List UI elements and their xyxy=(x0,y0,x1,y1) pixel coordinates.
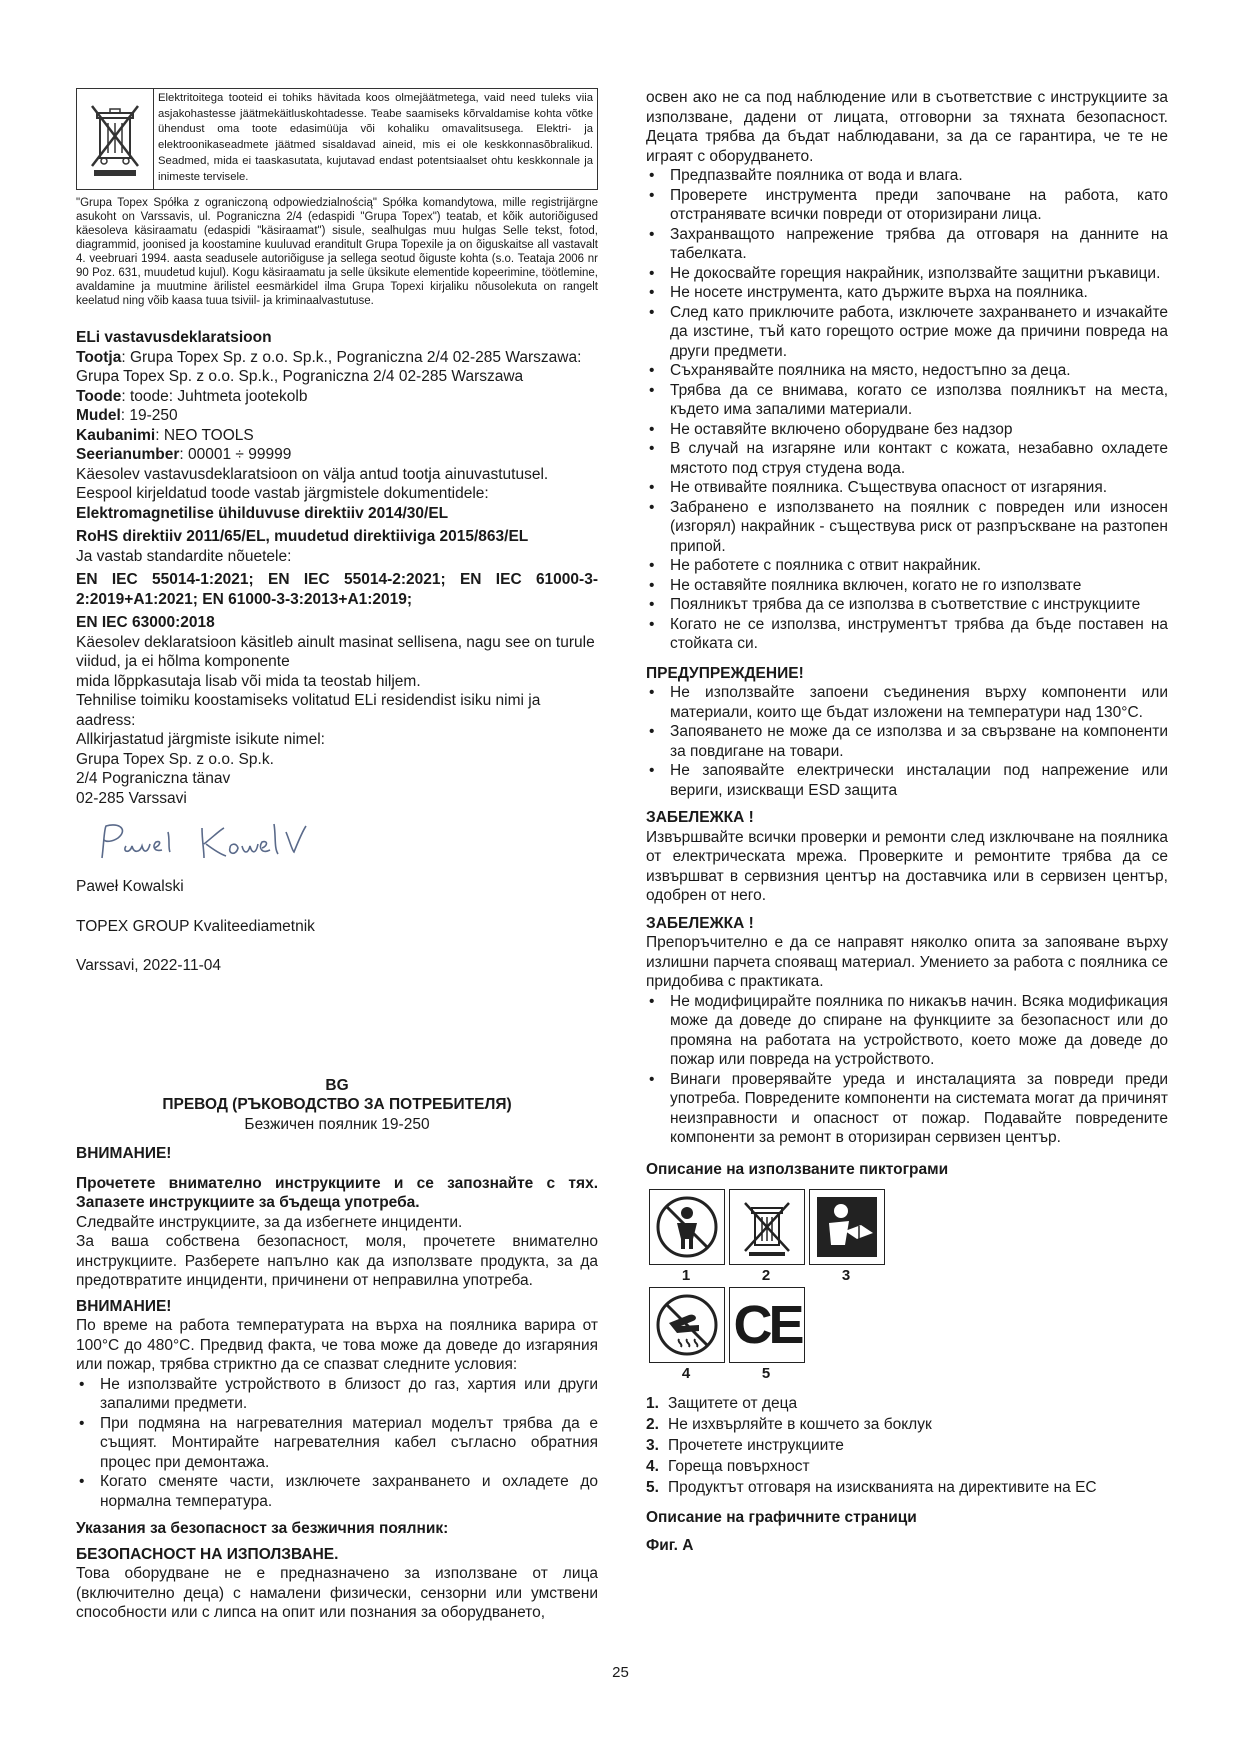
note-heading-2: ЗАБЕЛЕЖКА ! xyxy=(646,914,754,932)
signature-image xyxy=(96,818,598,871)
manufacturer-line: Tootja: Grupa Topex Sp. z o.o. Sp.k., Pograniczna 2/4 02-285 Warszawa: Grupa Topex Sp. z o.o. Sp.k., Pograniczna 2/4 02-285 Warszawa xyxy=(76,348,582,385)
use-paragraph: Това оборудване не е предназначено за използване от лица (включително деца) с намалени физически, сензорни или умствени способности или с липса на опит или познания за оборудването, xyxy=(76,1565,598,1621)
read-instructions: Прочетете внимателно инструкциите и се запознайте с тях. Запазете инструкциите за бъдеща употреба. xyxy=(76,1174,598,1211)
conditions-list xyxy=(76,1375,598,1512)
keep-away-children-icon xyxy=(649,1189,725,1265)
list-item: • Не носете инструмента, като държите върха на поялника. xyxy=(646,283,1168,303)
pictogram-number: 2 xyxy=(761,1267,771,1284)
list-item: • Забранено е използването на поялник с повреден или износен (изгорял) накрайник - съществува риск от разпръскване на разтопен припой. xyxy=(646,498,1168,557)
list-item: • В случай на изгаряне или контакт с кожата, незабавно охладете мястото под струя студена вода. xyxy=(646,439,1168,478)
list-item: 3. Прочетете инструкциите xyxy=(646,1437,844,1454)
weee-text: Elektritoitega tooteid ei tohiks hävitada koos olmejäätmetega, vaid need tuleks viia asjakohastesse jäätmekäitluskohtadesse. Teabe saamiseks kõrvaldamise kohta võtke ühendust oma toote edasimüüja või kohaliku omavalitsusega. Elektri- ja elektroonikaseadmete jäätmed sisaldavad aineid, mis ei ole keskkonnasõbralikud. Seadmed, mida ei taaskasutata, kujutavad endast potentsiaalset ohtu keskkonnale ja inimeste tervisele. xyxy=(158,92,593,183)
list-item: 2. Не изхвърляйте в кошчето за боклук xyxy=(646,1416,932,1433)
pictograms-heading: Описание на използваните пиктограми xyxy=(646,1160,949,1178)
list-item: 1. Защитете от деца xyxy=(646,1395,798,1412)
rohs-directive: RoHS direktiiv 2011/65/EL, muudetud direktiiviga 2015/863/EL xyxy=(76,528,529,545)
list-item: • Проверете инструмента преди започване на работа, като отстранявате всички повреди от оторизирани лица. xyxy=(646,186,1168,225)
list-item: • Когато не се използва, инструментът трябва да бъде поставен на стойката си. xyxy=(646,615,1168,654)
note-text-1: Извършвайте всички проверки и ремонти след изключване на поялника от електрическата мрежа. Проверките и ремонтите трябва да се извършват в сервизния център на доставчика или в сервизен център, одобрен от него. xyxy=(646,828,1168,904)
model-line: Mudel: 19-250 xyxy=(76,407,178,424)
right-column xyxy=(646,88,1168,1555)
scope-text-1: Käesolev deklaratsioon käsitleb ainult masinat sellisena, nagu see on turule viidud, ja ei hõlma komponente xyxy=(76,633,595,670)
list-item: • Не модифицирайте поялника по никакъв начин. Всяка модификация може да доведе до спиране на функциите за безопасност или до промяна на работата на устройството, което може да доведе до пожар или повреда на устройството. xyxy=(646,992,1168,1070)
pictogram-grid xyxy=(646,1189,1168,1385)
graphic-pages-heading: Описание на графичните страници xyxy=(646,1509,917,1526)
declaration-title: ELi vastavusdeklaratsioon xyxy=(76,329,272,346)
modification-list xyxy=(646,992,1168,1148)
copyright-text: "Grupa Topex Spółka z ograniczoną odpowiedzialnością" Spółka komandytowa, mille registrijärgne asukoht on Varssavis, ul. Pograniczna 2/4 (edaspidi "Grupa Topex") teatab, et kõik autoriõigused käesoleva käsiraamatu (edaspidi "käsiraamat") sisule, sealhulgas muu hulgas Selle tekst, fotod, diagrammid, joonised ja koostamine kuuluvad eranditult Grupa Topexile ja on õiguskaitse all vastavalt 4. veebruari 1994. aasta seadusele autoriõiguse ja sellega seotud õiguste kohta (s.o. Teataja 2006 nr 90 Poz. 631, muudetud kujul). Kogu käsiraamatu ja selle üksikute elementide kopeerimine, töötlemine, avaldamine ja muutmine ärilistel eesmärkidel ilma Grupa Topexi kirjaliku nõusolekuta on rangelt keelatud ning võib kaasa tuua tsiviil- ja kriminaalvastutuse. xyxy=(76,197,598,307)
list-item: • Не докосвайте горещия накрайник, използвайте защитни ръкавици. xyxy=(646,264,1168,284)
conformity-intro: Eespool kirjeldatud toode vastab järgmistele dokumentidele: xyxy=(76,485,489,502)
list-item: • Винаги проверявайте уреда и инсталацията за повреди преди употреба. Повредените компоненти на системата могат да причинят неизправности и опасност от пожар. Подавайте повредените компоненти за ремонт в оторизиран сервизен център. xyxy=(646,1070,1168,1148)
list-item: • Поялникът трябва да се използва в съответствие с инструкциите xyxy=(646,595,1168,615)
hot-surface-icon xyxy=(649,1287,725,1363)
bg-title: ПРЕВОД (РЪКОВОДСТВО ЗА ПОТРЕБИТЕЛЯ) xyxy=(162,1096,512,1113)
serial-line: Seerianumber: 00001 ÷ 99999 xyxy=(76,446,292,463)
scope-text-2: mida lõppkasutaja lisab või mida ta teostab hiljem. xyxy=(76,672,421,690)
list-item: • Не оставяйте поялника включен, когато не го използвате xyxy=(646,576,1168,596)
safety-heading: Указания за безопасност за безжичния поялник: xyxy=(76,1520,449,1537)
pictogram-number: 1 xyxy=(681,1267,691,1284)
figure-a-label: Фиг. A xyxy=(646,1536,694,1554)
pictogram-legend xyxy=(646,1393,1168,1498)
attention-heading-1: ВНИМАНИЕ! xyxy=(76,1145,172,1162)
list-item: • Трябва да се внимава, когато се използва поялникът на места, където има запалими материали. xyxy=(646,381,1168,420)
standard-63000: EN IEC 63000:2018 xyxy=(76,614,215,631)
emc-directive: Elektromagnetilise ühilduvuse direktiiv 2014/30/EL xyxy=(76,504,449,522)
language-code: BG xyxy=(325,1076,349,1094)
warning-list xyxy=(646,683,1168,800)
pictogram-number: 4 xyxy=(681,1365,691,1382)
signed-by: Allkirjastatud järgmiste isikute nimel: xyxy=(76,731,325,748)
list-item: • Не запоявайте електрически инсталации под напрежение или вериги, изискващи ESD защита xyxy=(646,761,1168,800)
bg-subtitle: Безжичен поялник 19-250 xyxy=(244,1115,430,1133)
list-item: • Не използвайте запоени съединения върху компоненти или материали, които ще бъдат изложени на температури над 130°C. xyxy=(646,683,1168,722)
continued-paragraph: освен ако не са под наблюдение или в съответствие с инструкциите за използване, дадени от лицата, отговорни за тяхната безопасност. Децата трябва да бъдат наблюдавани, за да се гарантира, че те не играят с оборудването. xyxy=(646,89,1168,165)
safety-paragraph: За ваша собствена безопасност, моля, прочетете внимателно инструкциите. Разберете напълно как да използвате продукта, за да предотвратите инциденти, причинени от неправилна употреба. xyxy=(76,1233,598,1289)
note-text-2: Препоръчително е да се направят няколко опита за запояване върху излишни парчета спояващ материал. Умението за работа с поялника се придобива с практиката. xyxy=(646,934,1168,990)
standards-intro: Ja vastab standardite nõuetele: xyxy=(76,547,292,565)
pictogram-number: 3 xyxy=(841,1267,851,1284)
place-date: Varssavi, 2022-11-04 xyxy=(76,957,222,974)
weee-notice xyxy=(76,88,598,190)
list-item: • Когато сменяте части, изключете захранването и охладете до нормална температура. xyxy=(76,1472,598,1511)
list-item: • При подмяна на нагревателния материал моделът трябва да е същият. Монтирайте нагревателния кабел съгласно обратния процес при демонтажа. xyxy=(76,1414,598,1473)
safety-list xyxy=(646,166,1168,654)
list-item: • Захранващото напрежение трябва да отговаря на данните на табелката. xyxy=(646,225,1168,264)
technical-file-text: Tehnilise toimiku koostamiseks volitatud ELi residendist isiku nimi ja aadress: xyxy=(76,692,541,729)
signatory-role: TOPEX GROUP Kvaliteediametnik xyxy=(76,917,315,935)
list-item: • Не работете с поялника с отвит накрайник. xyxy=(646,556,1168,576)
list-item: • След като приключите работа, изключете захранването и изчакайте да изстине, тъй като горещото острие може да причини повреда на други предмети. xyxy=(646,303,1168,362)
product-line: Toode: toode: Juhtmeta jootekolb xyxy=(76,387,308,405)
pictogram-number: 5 xyxy=(761,1365,771,1382)
page-number: 25 xyxy=(612,1664,629,1681)
ce-mark-text: CE xyxy=(733,1295,801,1355)
list-item: 4. Гореща повърхност xyxy=(646,1458,810,1475)
temperature-paragraph: По време на работа температурата на върха на поялника варира от 100°C до 480°C. Предвид факта, че това може да доведе до изгаряния или пожар, трябва стриктно да се спазват следните условия: xyxy=(76,1317,598,1373)
list-item: • Запояването не може да се използва и за свързване на компоненти за повдигане на товари. xyxy=(646,722,1168,761)
tradename-line: Kaubanimi: NEO TOOLS xyxy=(76,426,254,444)
list-item: • Не оставяйте включено оборудване без надзор xyxy=(646,420,1168,440)
use-safety-heading: БЕЗОПАСНОСТ НА ИЗПОЛЗВАНЕ. xyxy=(76,1545,339,1563)
attention-heading-2: ВНИМАНИЕ! xyxy=(76,1297,172,1315)
address-line-3: 02-285 Varssavi xyxy=(76,789,187,807)
responsibility-text: Käesolev vastavusdeklaratsioon on välja antud tootja ainuvastutusel. xyxy=(76,465,549,483)
address-line-1: Grupa Topex Sp. z o.o. Sp.k. xyxy=(76,750,274,768)
ce-mark-icon xyxy=(729,1287,805,1363)
list-item: • Съхранявайте поялника на място, недостъпно за деца. xyxy=(646,361,1168,381)
crossed-bin-icon xyxy=(77,89,154,189)
warning-heading: ПРЕДУПРЕЖДЕНИЕ! xyxy=(646,664,804,682)
list-item: • Предпазвайте поялника от вода и влага. xyxy=(646,166,1168,186)
read-manual-icon xyxy=(809,1189,885,1265)
list-item: 5. Продуктът отговаря на изискванията на директивите на ЕС xyxy=(646,1479,1097,1496)
note-heading-1: ЗАБЕЛЕЖКА ! xyxy=(646,809,754,826)
list-item: • Не използвайте устройството в близост до газ, хартия или други запалими предмети. xyxy=(76,1375,598,1414)
follow-instructions: Следвайте инструкциите, за да избегнете инциденти. xyxy=(76,1213,463,1231)
standards-list: EN IEC 55014-1:2021; EN IEC 55014-2:2021; EN IEC 61000-3-2:2019+A1:2021; EN 61000-3-3:2013+A1:2019; xyxy=(76,571,598,608)
crossed-bin-icon xyxy=(729,1189,805,1265)
address-line-2: 2/4 Pograniczna tänav xyxy=(76,770,231,787)
list-item: • Не отвивайте поялника. Съществува опасност от изгаряния. xyxy=(646,478,1168,498)
left-column xyxy=(76,88,598,1623)
signatory-name: Paweł Kowalski xyxy=(76,878,184,895)
